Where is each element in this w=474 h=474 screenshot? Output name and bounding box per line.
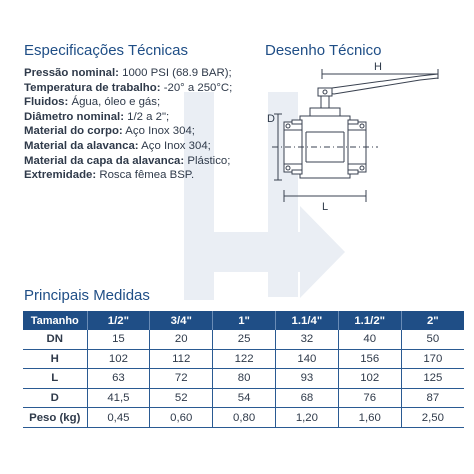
table-cell: 2,50 [401,408,464,428]
table-cell: 87 [401,388,464,408]
dim-h-label: H [374,61,382,73]
row-header-cell: DN [23,330,87,349]
header-cell: 1.1/4" [275,311,338,330]
row-header-cell: H [23,349,87,369]
table-cell: 50 [401,330,464,349]
header-cell: 3/4" [150,311,213,330]
table-cell: 52 [150,388,213,408]
spec-row [24,139,274,154]
table-cell: 122 [213,349,276,369]
spec-value: Plástico; [187,154,231,167]
table-cell: 0,80 [213,408,276,428]
table-cell: 32 [275,330,338,349]
row-header-cell: L [23,369,87,389]
table-row [23,408,464,428]
table-cell: 125 [401,369,464,389]
specs-title: Especificações Técnicas [24,42,188,59]
table-cell: 76 [338,388,401,408]
table-cell: 63 [87,369,150,389]
header-cell: 1" [213,311,276,330]
table-cell: 1,60 [338,408,401,428]
measures-table [23,311,464,428]
spec-row [24,81,274,96]
spec-value: Aço Inox 304; [125,125,195,138]
table-row [23,349,464,369]
spec-row [24,66,274,81]
dim-d-label: D [267,113,275,125]
spec-label: Extremidade: [24,169,97,182]
table-cell: 15 [87,330,150,349]
table-cell: 20 [150,330,213,349]
table-cell: 112 [150,349,213,369]
spec-label: Temperatura de trabalho: [24,81,161,94]
row-header-cell: D [23,388,87,408]
table-cell: 41,5 [87,388,150,408]
table-cell: 140 [275,349,338,369]
table-cell: 1,20 [275,408,338,428]
drawing-title: Desenho Técnico [265,42,382,59]
table-cell: 68 [275,388,338,408]
table-cell: 54 [213,388,276,408]
spec-value: 1000 PSI (68.9 BAR); [122,67,232,79]
spec-label: Material do corpo: [24,125,123,138]
table-row [23,369,464,389]
table-header-row [23,311,464,330]
specs-list [24,66,274,183]
table-cell: 25 [213,330,276,349]
spec-value: Água, óleo e gás; [71,96,161,109]
table-cell: 72 [150,369,213,389]
spec-value: 1/2 a 2"; [127,110,170,123]
spec-row [24,110,274,125]
spec-row [24,124,274,139]
table-cell: 102 [338,369,401,389]
table-row [23,330,464,349]
table-cell: 102 [87,349,150,369]
spec-label: Diâmetro nominal: [24,110,124,123]
table-cell: 0,60 [150,408,213,428]
table-row [23,388,464,408]
table-cell: 80 [213,369,276,389]
spec-value: -20° a 250°C; [163,81,233,94]
header-cell: Tamanho [23,311,87,330]
handle [320,74,438,94]
spec-label: Material da capa da alavanca: [24,154,185,167]
table-cell: 93 [275,369,338,389]
header-cell: 1.1/2" [338,311,401,330]
spec-row [24,168,274,183]
spec-label: Material da alavanca: [24,139,139,152]
spec-value: Aço Inox 304; [141,139,211,152]
valve-drawing [262,58,462,218]
table-cell: 170 [401,349,464,369]
spec-label: Pressão nominal: [24,67,119,79]
spec-row [24,95,274,110]
dim-l-label: L [322,201,329,213]
spec-value: Rosca fêmea BSP. [99,169,195,182]
table-cell: 156 [338,349,401,369]
table-cell: 40 [338,330,401,349]
header-cell: 2" [401,311,464,330]
spec-row [24,154,274,169]
row-header-cell: Peso (kg) [23,408,87,428]
header-cell: 1/2" [87,311,150,330]
table-cell: 0,45 [87,408,150,428]
measures-title: Principais Medidas [24,287,150,304]
spec-label: Fluidos: [24,96,69,109]
